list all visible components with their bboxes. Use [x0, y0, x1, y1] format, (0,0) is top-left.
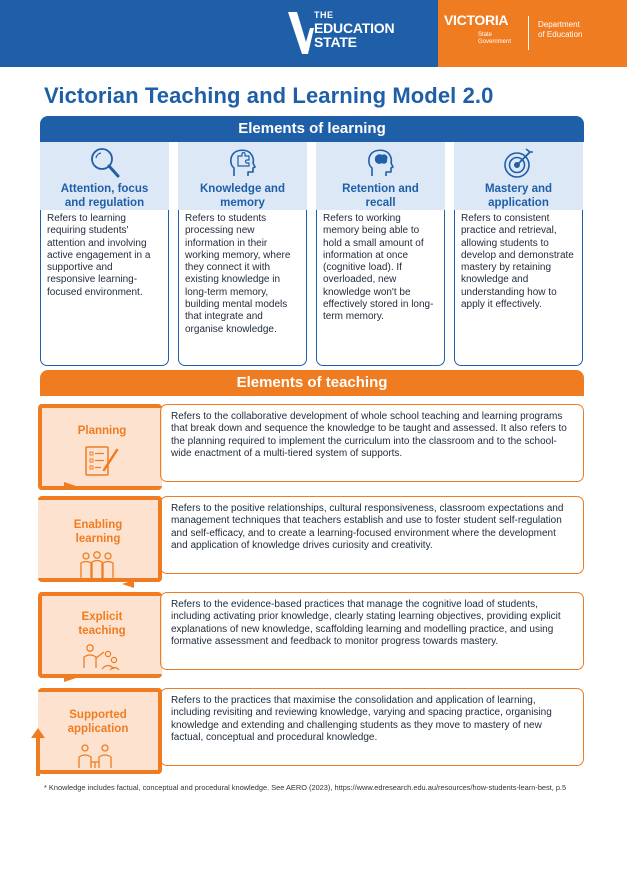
magnifier-icon	[88, 146, 122, 180]
learning-card-text: Refers to students processing new information in their working memory, where they connect it with existing knowledge in long-term memory, building mental models that integrate and organise knowledge.	[178, 210, 307, 366]
learning-card-text: Refers to working memory being able to hold a small amount of information at once (cognitive load). If overloaded, new knowledge won't be effectively stored in long-term memory.	[316, 210, 445, 366]
page-title: Victorian Teaching and Learning Model 2.0	[44, 83, 494, 108]
head-puzzle-icon	[226, 146, 260, 180]
brain-head-icon	[364, 146, 398, 180]
learning-card-title: Knowledge and memory	[200, 183, 285, 209]
teaching-row-enabling	[38, 496, 584, 582]
teaching-label-supported	[38, 688, 162, 774]
education-state-logo	[288, 10, 418, 56]
edu-logo-line2: STATE	[314, 34, 357, 50]
victoria-government-logo	[444, 12, 524, 54]
teaching-text-planning: Refers to the collaborative development of whole school teaching and learning programs that break down and sequence the knowledge to be taught and assessed. It also refers to the planning required to implement the curriculum into the classroom and to the school-wide enactment of a multi-tiered system of supports.	[160, 404, 584, 482]
education-state-chevron-icon	[288, 12, 314, 54]
edu-logo-line1: EDUCATION	[314, 20, 395, 36]
learning-card-knowledge	[178, 142, 307, 366]
teaching-title: application	[67, 723, 129, 735]
learning-card-text: Refers to consistent practice and retrieval, allowing students to develop and demonstrate mastery by retaining knowledge and understanding how to apply it effectively.	[454, 210, 583, 366]
header-separator	[528, 16, 529, 50]
department-name	[538, 20, 582, 40]
people-group-icon	[78, 550, 116, 580]
teaching-text-explicit: Refers to the evidence-based practices that manage the cognitive load of students, including activating prior knowledge, clearly stating learning objectives, providing explicit explanations of new knowledge, scaffolding learning and modelling practice, and using formative assessment and feedback to monitor progress towards mastery.	[160, 592, 584, 670]
teaching-text-enabling: Refers to the positive relationships, cultural responsiveness, classroom expectations and management techniques that teachers establish and use to foster student self-regulation and self-efficacy, and to create a learning-focused environment where the development and application of knowledge drives curiosity and creativity.	[160, 496, 584, 574]
teaching-title: Supported	[69, 709, 127, 721]
department-line2: of Education	[538, 30, 583, 39]
learning-card-title: Retention and recall	[342, 183, 419, 209]
learning-card-text: Refers to learning requiring students' attention and involving active engagement in a supportive and responsive learning-focused environment.	[40, 210, 169, 366]
teaching-title: teaching	[78, 625, 126, 637]
learning-card-attention	[40, 142, 169, 366]
learning-heading: Elements of learning	[40, 116, 584, 142]
teaching-heading: Elements of teaching	[40, 370, 584, 396]
learning-card-title: Attention, focus and regulation	[60, 183, 149, 209]
victoria-logo-sub2: Government	[478, 39, 512, 45]
teaching-title: Enabling	[73, 519, 123, 531]
teaching-title: Explicit	[81, 611, 123, 623]
flow-arrow-right-icon	[60, 668, 82, 688]
teaching-label-explicit	[38, 592, 162, 678]
teaching-row-planning	[38, 404, 584, 490]
target-icon	[502, 146, 536, 180]
department-line1: Department	[538, 20, 580, 29]
learning-card-mastery	[454, 142, 583, 366]
edu-logo-the: THE	[314, 10, 334, 20]
learning-card-title: Mastery and application	[484, 183, 553, 209]
teaching-text-supported: Refers to the practices that maximise the consolidation and application of learning, including revisiting and reviewing knowledge, varying and spacing practice, organising knowledge and extending and challenging students as they move to mastery of new factual, conceptual and procedural knowledge.	[160, 688, 584, 766]
header-banner	[0, 0, 627, 67]
flow-arrow-left-icon	[116, 574, 138, 594]
teaching-label-planning	[38, 404, 162, 490]
victoria-logo-text: VICTORIA	[444, 12, 509, 28]
teaching-row-explicit	[38, 592, 584, 678]
learning-card-retention	[316, 142, 445, 366]
flow-loop-arrow-icon	[30, 726, 46, 778]
teaching-title: Planning	[77, 425, 127, 437]
footnote: * Knowledge includes factual, conceptual and procedural knowledge. See AERO (2023), https://www.edresearch.edu.au/resources/how-students-learn-best, p.5	[44, 783, 567, 792]
checklist-icon	[84, 444, 120, 478]
teaching-label-enabling	[38, 496, 162, 582]
students-working-icon	[76, 740, 116, 770]
victoria-logo-sub1: State	[478, 32, 493, 38]
flow-arrow-right-icon	[60, 476, 82, 496]
teacher-students-icon	[80, 642, 120, 672]
teaching-row-supported	[38, 688, 584, 774]
teaching-title: learning	[75, 533, 121, 545]
